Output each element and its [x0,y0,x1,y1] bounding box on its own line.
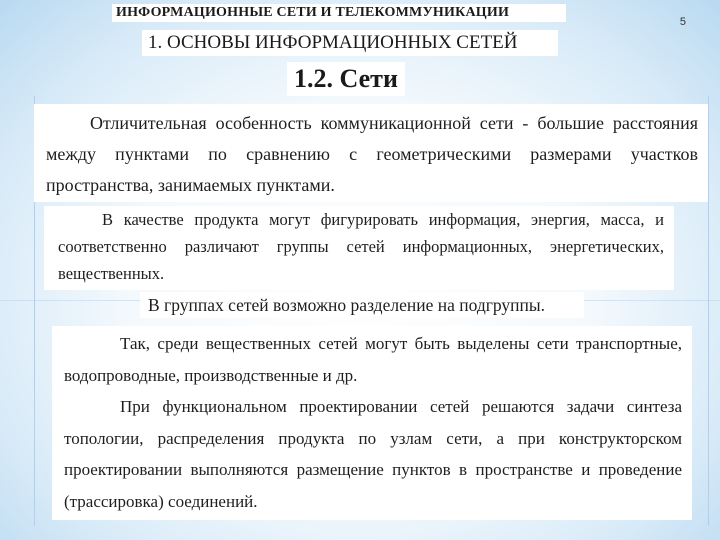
text-box-definition [34,104,708,202]
slide-number: 5 [679,16,686,28]
text-box-subgroups [140,292,584,318]
text-box-examples [52,326,692,520]
section-title: 1. ОСНОВЫ ИНФОРМАЦИОННЫХ СЕТЕЙ [142,30,558,56]
frame-line-right [708,96,709,526]
subsection-title: 1.2. Сети [287,62,405,96]
header-title: ИНФОРМАЦИОННЫЕ СЕТИ И ТЕЛЕКОММУНИКАЦИИ [112,4,566,22]
paragraph-product-types: В качестве продукта могут фигурировать информация, энергия, масса, и соответственно различают группы сетей информационных, энергетических, вещественных. [58,210,664,283]
text-box-product-types [44,206,674,290]
paragraph-material-networks: Так, среди вещественных сетей могут быть выделены сети транспортные, водопроводные, производственные и др. [64,334,682,385]
paragraph-design: При функциональном проектировании сетей решаются задачи синтеза топологии, распределения продукта по узлам сети, а при конструкторском проектировании выполняются размещение пунктов в пространстве и проведение (трассировка) соединений. [64,397,682,511]
paragraph-definition: Отличительная особенность коммуникационной сети - большие расстояния между пунктами по сравнению с геометрическими размерами участков пространства, занимаемых пунктами. [46,113,698,195]
paragraph-subgroups: В группах сетей возможно разделение на подгруппы. [148,295,546,315]
